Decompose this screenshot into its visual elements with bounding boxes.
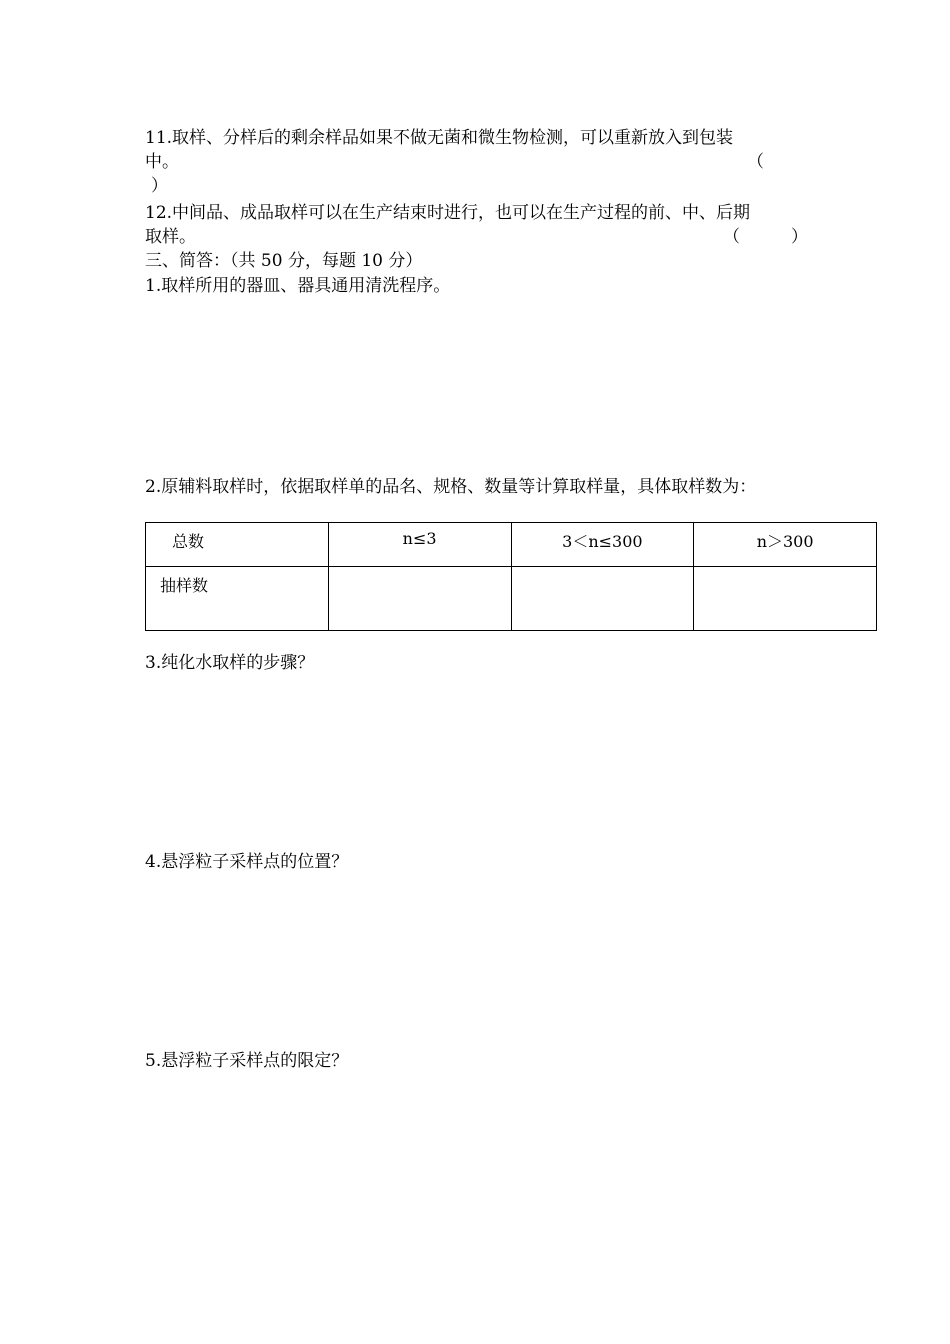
question-12-paren: （ ） [723,227,808,247]
question-11-line-1: 11.取样、分样后的剩余样品如果不做无菌和微生物检测，可以重新放入到包装 [145,128,734,148]
section-3-heading: 三、简答：（共 50 分，每题 10 分） [145,251,423,271]
table-cell-answer-2[interactable] [511,567,694,631]
short-answer-q5: 5.悬浮粒子采样点的限定？ [145,1051,349,1071]
sampling-count-table [145,522,877,631]
short-answer-q2: 2.原辅料取样时，依据取样单的品名、规格、数量等计算取样量，具体取样数为： [145,477,757,497]
question-12-line-2: 取样。 [145,227,196,247]
table-header-total: 总数 [146,523,329,567]
question-11-paren-open: （ [747,152,764,172]
short-answer-q1: 1.取样所用的器皿、器具通用清洗程序。 [145,276,451,296]
short-answer-q4: 4.悬浮粒子采样点的位置？ [145,852,349,872]
question-11-line-2: 中。 [145,152,179,172]
table-header-range-1: n≤3 [328,523,511,567]
table-header-row [146,523,877,567]
table-cell-answer-3[interactable] [694,567,877,631]
table-header-range-2: 3＜n≤300 [511,523,694,567]
table-header-range-3: n＞300 [694,523,877,567]
short-answer-q3: 3.纯化水取样的步骤？ [145,653,315,673]
question-12-line-1: 12.中间品、成品取样可以在生产结束时进行，也可以在生产过程的前、中、后期 [145,203,751,223]
table-row [146,567,877,631]
table-cell-answer-1[interactable] [328,567,511,631]
table-row-label: 抽样数 [146,567,329,631]
question-11-paren-close: ） [151,176,168,196]
